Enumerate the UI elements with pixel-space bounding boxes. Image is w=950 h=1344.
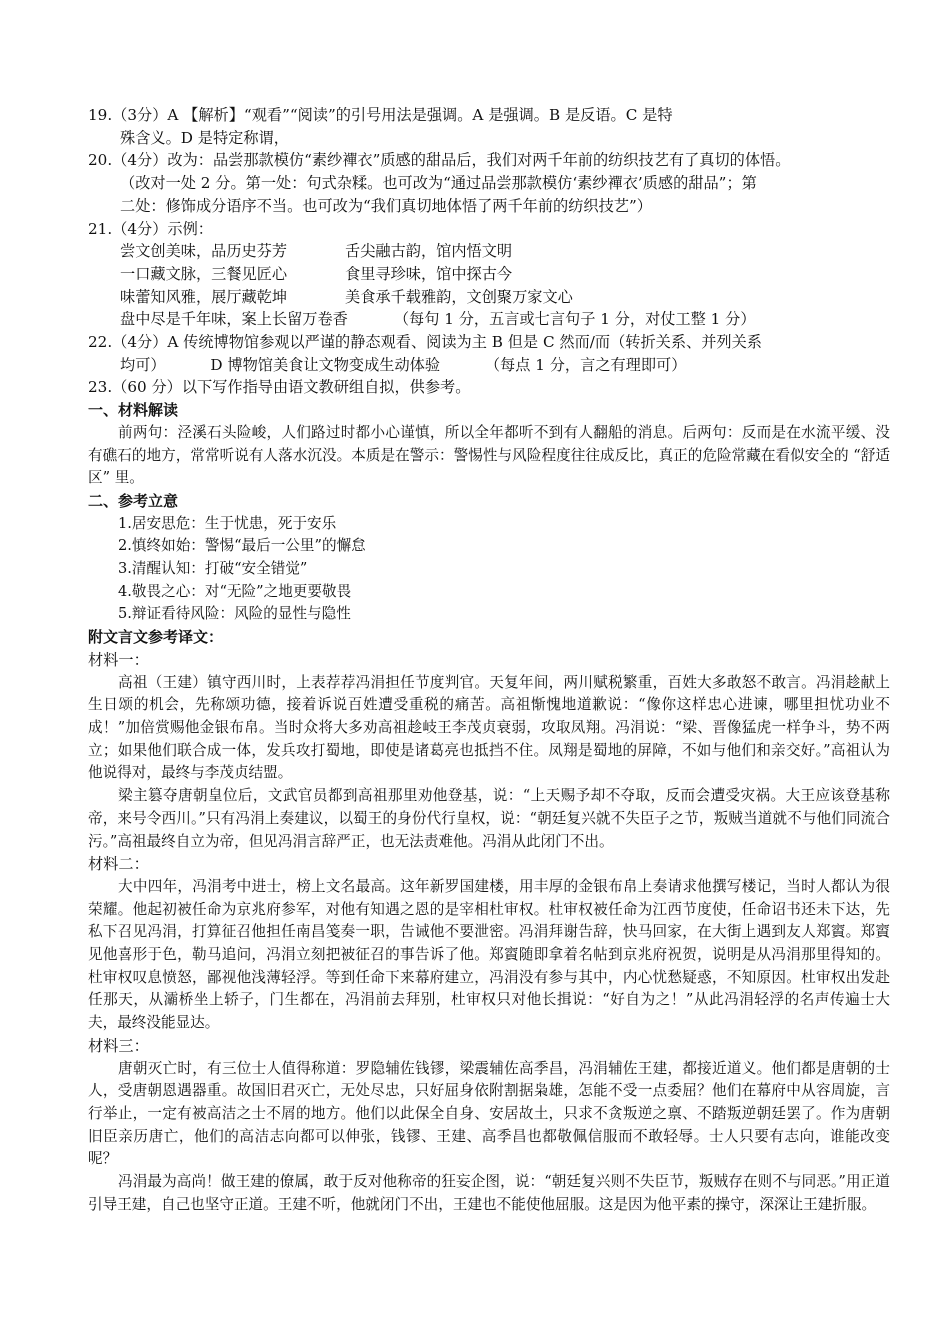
q21-row	[120, 308, 890, 331]
q21-scoring-note: （每句 1 分，五言或七言句子 1 分，对仗工整 1 分）	[393, 310, 756, 329]
material-3-label: 材料三：	[88, 1036, 149, 1055]
material-analysis-text: 前两句：泾溪石头险峻，人们路过时都小心谨慎，所以全年都听不到有人翻船的消息。后两句：反而是在水流平缓、没有礁石的地方，常常听说有人落水沉没。本质是在警示：警惕性与风险程度往往成反比，真正的危险常藏在看似安全的 “舒适区” 里。	[88, 423, 890, 487]
section-heading-reference-themes: 二、参考立意	[88, 491, 179, 510]
q20-line3: 二处：修饰成分语序不当。也可改为“我们真切地体悟了两千年前的纺织技艺”）	[120, 196, 652, 215]
q19-line1: 19.（3分）A 【解析】“观看”“阅读”的引号用法是强调。A 是强调。B 是反语。C 是特	[88, 106, 673, 124]
q22-line2-b: D 博物馆美食让文物变成生动体验	[210, 355, 441, 374]
question-23	[88, 376, 890, 399]
q20-line1: 20.（4分）改为：品尝那款模仿“素纱襌衣”质感的甜品后，我们对两千年前的纺织技艺有了真切的体悟。	[88, 151, 791, 170]
material-2-paragraph-1: 大中四年，冯涓考中进士，榜上文名最高。这年新罗国建楼，用丰厚的金银布帛上奏请求他撰写楼记，当时人都认为很荣耀。他起初被任命为京兆府参军，对他有知遇之恩的是宰相杜审权。杜审权被任命为江西节度使，任命诏书还未下达，先私下召见冯涓，打算征召他担任南昌笺奏一职，告诫他不要泄密。冯涓拜谢告辞，快马回家，在大街上遇到友人郑賨。郑賨见他喜形于色，勒马追问，冯涓立刻把被征召的事告诉了他。郑賨随即拿着名帖到京兆府祝贺，说明是从冯涓那里得知的。杜审权叹息愤怒，鄙视他浅薄轻浮。等到任命下来幕府建立，冯涓没有参与其中，内心忧愁疑惑，不知原因。杜审权出发赴任那天，从灞桥坐上轿子，门生都在，冯涓前去拜别，杜审权只对他长揖说：“好自为之！”从此冯涓轻浮的名声传遍士大夫，最终没能显达。	[88, 877, 890, 1032]
q21-last-line: 盘中尽是千年味，案上长留万卷香	[120, 310, 348, 329]
q20-line2: （改对一处 2 分。第一处：句式杂糅。也可改为“通过品尝那款模仿‘素纱襌衣’质感的甜品”；第	[120, 174, 757, 193]
question-21	[88, 218, 890, 332]
question-22	[88, 331, 890, 376]
q22-line2-c: （每点 1 分，言之有理即可）	[484, 355, 687, 374]
theme-item: 4.敬畏之心：对“无险”之地更要敬畏	[118, 582, 352, 600]
q21-label: 21.（4分）示例：	[88, 219, 213, 238]
material-1-label: 材料一：	[88, 650, 149, 669]
q21-row-3-right: 美食承千载雅韵，文创聚万家文心	[345, 287, 573, 306]
question-20	[88, 149, 890, 217]
q21-row	[120, 286, 890, 309]
q21-row	[120, 263, 890, 286]
material-1-paragraph-2: 梁主篡夺唐朝皇位后，文武官员都到高祖那里劝他登基，说：“上天赐予却不夺取，反而会遭受灾祸。大王应该登基称帝，来号令西川。”只有冯涓上奏建议，以蜀王的身份代行皇权，说：“朝廷复兴就不失臣子之节，叛贼当道就不与他们同流合污。”高祖最终自立为帝，但见冯涓言辞严正，也无法责难他。冯涓从此闭门不出。	[88, 787, 890, 850]
section-heading-material-analysis: 一、材料解读	[88, 401, 179, 420]
appendix-heading: 附文言文参考译文：	[88, 628, 224, 647]
q21-row	[120, 240, 890, 263]
q22-line2	[88, 354, 890, 377]
theme-item: 3.清醒认知：打破“安全错觉”	[118, 560, 308, 578]
q21-row-2-right: 食里寻珍味，馆中探古今	[345, 264, 513, 283]
q22-line1: 22.（4分）A 传统博物馆参观以严谨的静态观看、阅读为主 B 但是 C 然而/而（转折关系、并列关系	[88, 333, 762, 352]
question-19	[88, 104, 890, 149]
material-2-label: 材料二：	[88, 855, 149, 874]
q22-line2-a: 均可）	[120, 355, 166, 374]
q19-line2: 殊含义。D 是特定称谓，	[120, 128, 289, 147]
material-3-paragraph-1: 唐朝灭亡时，有三位士人值得称道：罗隐辅佐钱镠，梁震辅佐高季昌，冯涓辅佐王建，都接近道义。他们都是唐朝的士人，受唐朝恩遇器重。故国旧君灭亡，无处尽忠，只好屈身依附割据枭雄，怎能不受一点委屈？他们在幕府中从容周旋，言行举止，一定有被高洁之士不屑的地方。他们以此保全自身、安居故土，只求不贪叛逆之禀、不踏叛逆朝廷罢了。作为唐朝旧臣亲历唐亡，他们的高洁志向都可以伸张，钱镠、王建、高季昌也都敬佩信服而不敢轻辱。士人只要有志向，谁能改变呢？	[88, 1059, 890, 1168]
q21-row-3-left: 味蕾知风雅，展厅藏乾坤	[120, 287, 288, 306]
theme-list	[88, 513, 890, 627]
q21-examples	[88, 240, 890, 331]
material-1-paragraph-1: 高祖（王建）镇守西川时，上表荐荐冯涓担任节度判官。天复年间，两川赋税繁重，百姓大多敢怒不敢言。冯涓趁献上生日颂的机会，先称颂功德，接着诉说百姓遭受重税的痛苦。高祖惭愧地道歉说：“像你这样忠心进谏，哪里担忧功业不成！”加倍赏赐他金银布帛。当时众将大多劝高祖趁岐王李茂贞衰弱，攻取凤翔。冯涓说：“梁、晋像猛虎一样争斗，势不两立；如果他们联合成一体，发兵攻打蜀地，即使是诸葛亮也抵挡不住。凤翔是蜀地的屏障，不如与他们和亲交好。”高祖认为他说得对，最终与李茂贞结盟。	[88, 673, 890, 782]
theme-item: 1.居安思危：生于忧患，死于安乐	[118, 514, 337, 532]
q21-row-2-left: 一口藏文脉，三餐见匠心	[120, 264, 288, 283]
theme-item: 5.辩证看待风险：风险的显性与隐性	[118, 605, 351, 623]
theme-item: 2.慎终如始：警惕“最后一公里”的懈怠	[118, 537, 366, 555]
material-3-paragraph-2: 冯涓最为高尚！做王建的僚属，敢于反对他称帝的狂妄企图，说：“朝廷复兴则不失臣节，叛贼存在则不与同恶。”用正道引导王建，自己也坚守正道。王建不听，他就闭门不出，王建也不能使他屈服。这是因为他平素的操守，深深让王建折服。	[88, 1173, 890, 1213]
q21-row-1-right: 舌尖融古韵，馆内悟文明	[345, 242, 513, 261]
q23-line: 23.（60 分）以下写作指导由语文教研组自拟，供参考。	[88, 378, 471, 397]
q21-row-1-left: 尝文创美味，品历史芬芳	[120, 242, 288, 261]
